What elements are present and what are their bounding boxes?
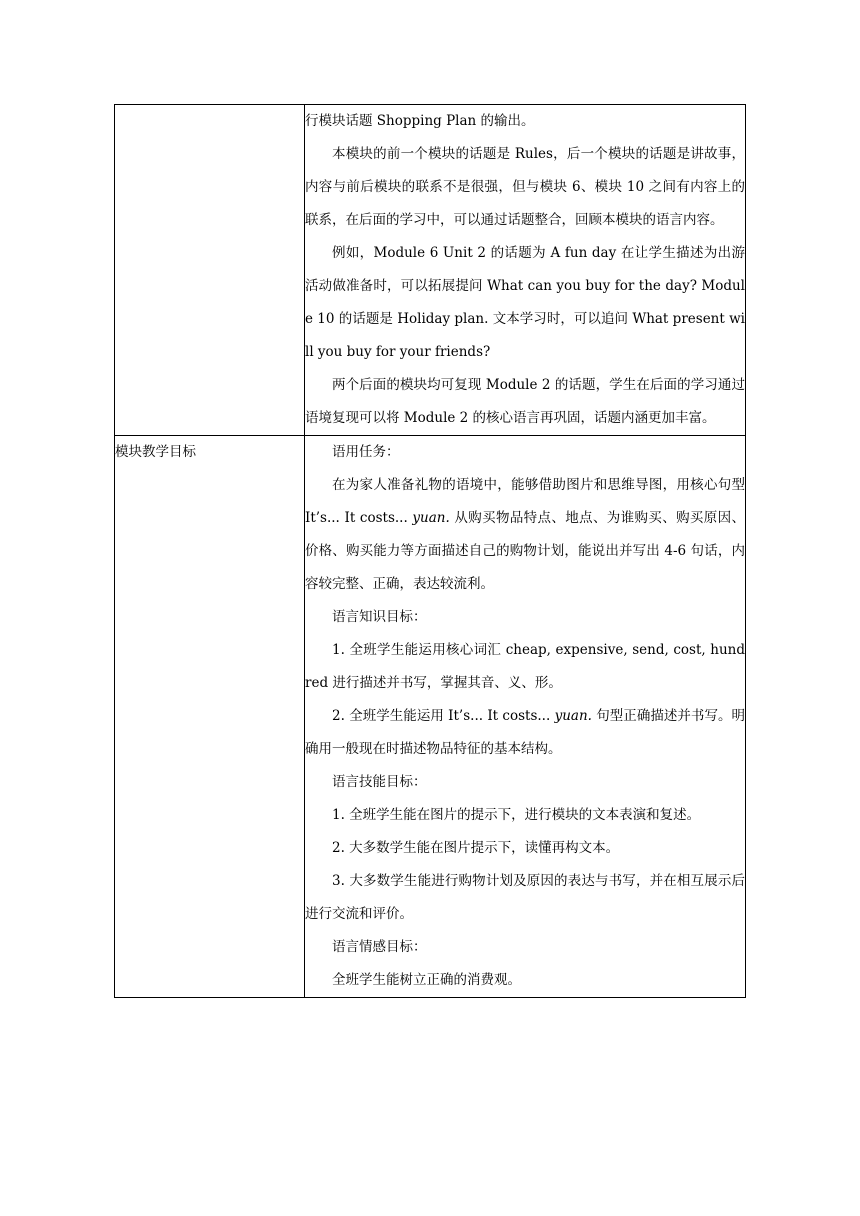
- paragraph-text: 2. 全班学生能运用 It’s... It costs...: [332, 708, 555, 724]
- paragraph: [305, 469, 745, 601]
- section-heading: 语言技能目标：: [332, 774, 427, 790]
- section-heading: 语言情感目标：: [332, 939, 427, 955]
- paragraph-text: 从购买物品特点、地点、为谁购买、购买原因、价格、购买能力等方面描述自己的购物计划，能说出并写出 4-6 句话，内容较完整、正确，表达较流利。: [305, 510, 745, 592]
- list-item: 2. 大多数学生能在图片提示下，读懂再构文本。: [332, 840, 620, 856]
- section-heading: 语言知识目标：: [332, 609, 427, 625]
- paragraph-text: 在为家人准备礼物的语境中，能够借助图片和思维导图，用核心句型 It’s... It costs...: [305, 477, 745, 526]
- paragraph: 例如，Module 6 Unit 2 的话题为 A fun day 在让学生描述为出游活动做准备时，可以拓展提问 What can you buy for the day? Module 10 的话题是 Holiday plan. 文本学习时，可以追问 What present will you buy for your friends?: [305, 245, 745, 360]
- paragraph: 行模块话题 Shopping Plan 的输出。: [305, 113, 535, 129]
- table-row: [115, 105, 746, 436]
- table-row: [115, 436, 746, 998]
- list-item: 1. 全班学生能在图片的提示下，进行模块的文本表演和复述。: [332, 807, 701, 823]
- paragraph: 本模块的前一个模块的话题是 Rules，后一个模块的话题是讲故事，内容与前后模块的联系不是很强，但与模块 6、模块 10 之间有内容上的联系，在后面的学习中，可以通过话题整合，回顾本模块的语言内容。: [305, 146, 745, 228]
- teaching-goals-cell: [305, 436, 746, 998]
- italic-term: yuan.: [412, 510, 450, 526]
- row-label-teaching-goals: 模块教学目标: [115, 444, 196, 460]
- italic-term: yuan.: [554, 708, 592, 724]
- lesson-plan-table: [114, 104, 746, 998]
- list-item: [305, 700, 745, 766]
- paragraph-text: 句型正确描述并书写。明确用一般现在时描述物品特征的基本结构。: [305, 708, 745, 757]
- paragraph: 两个后面的模块均可复现 Module 2 的话题，学生在后面的学习通过语境复现可以将 Module 2 的核心语言再巩固，话题内涵更加丰富。: [305, 377, 745, 426]
- module-topic-cell: [305, 105, 746, 436]
- row-label-cell: [115, 436, 305, 998]
- row-label-cell: [115, 105, 305, 436]
- paragraph: 全班学生能树立正确的消费观。: [332, 972, 521, 988]
- list-item: 3. 大多数学生能进行购物计划及原因的表达与书写，并在相互展示后进行交流和评价。: [305, 873, 745, 922]
- list-item: 1. 全班学生能运用核心词汇 cheap, expensive, send, cost, hundred 进行描述并书写，掌握其音、义、形。: [305, 642, 745, 691]
- section-heading: 语用任务：: [332, 444, 400, 460]
